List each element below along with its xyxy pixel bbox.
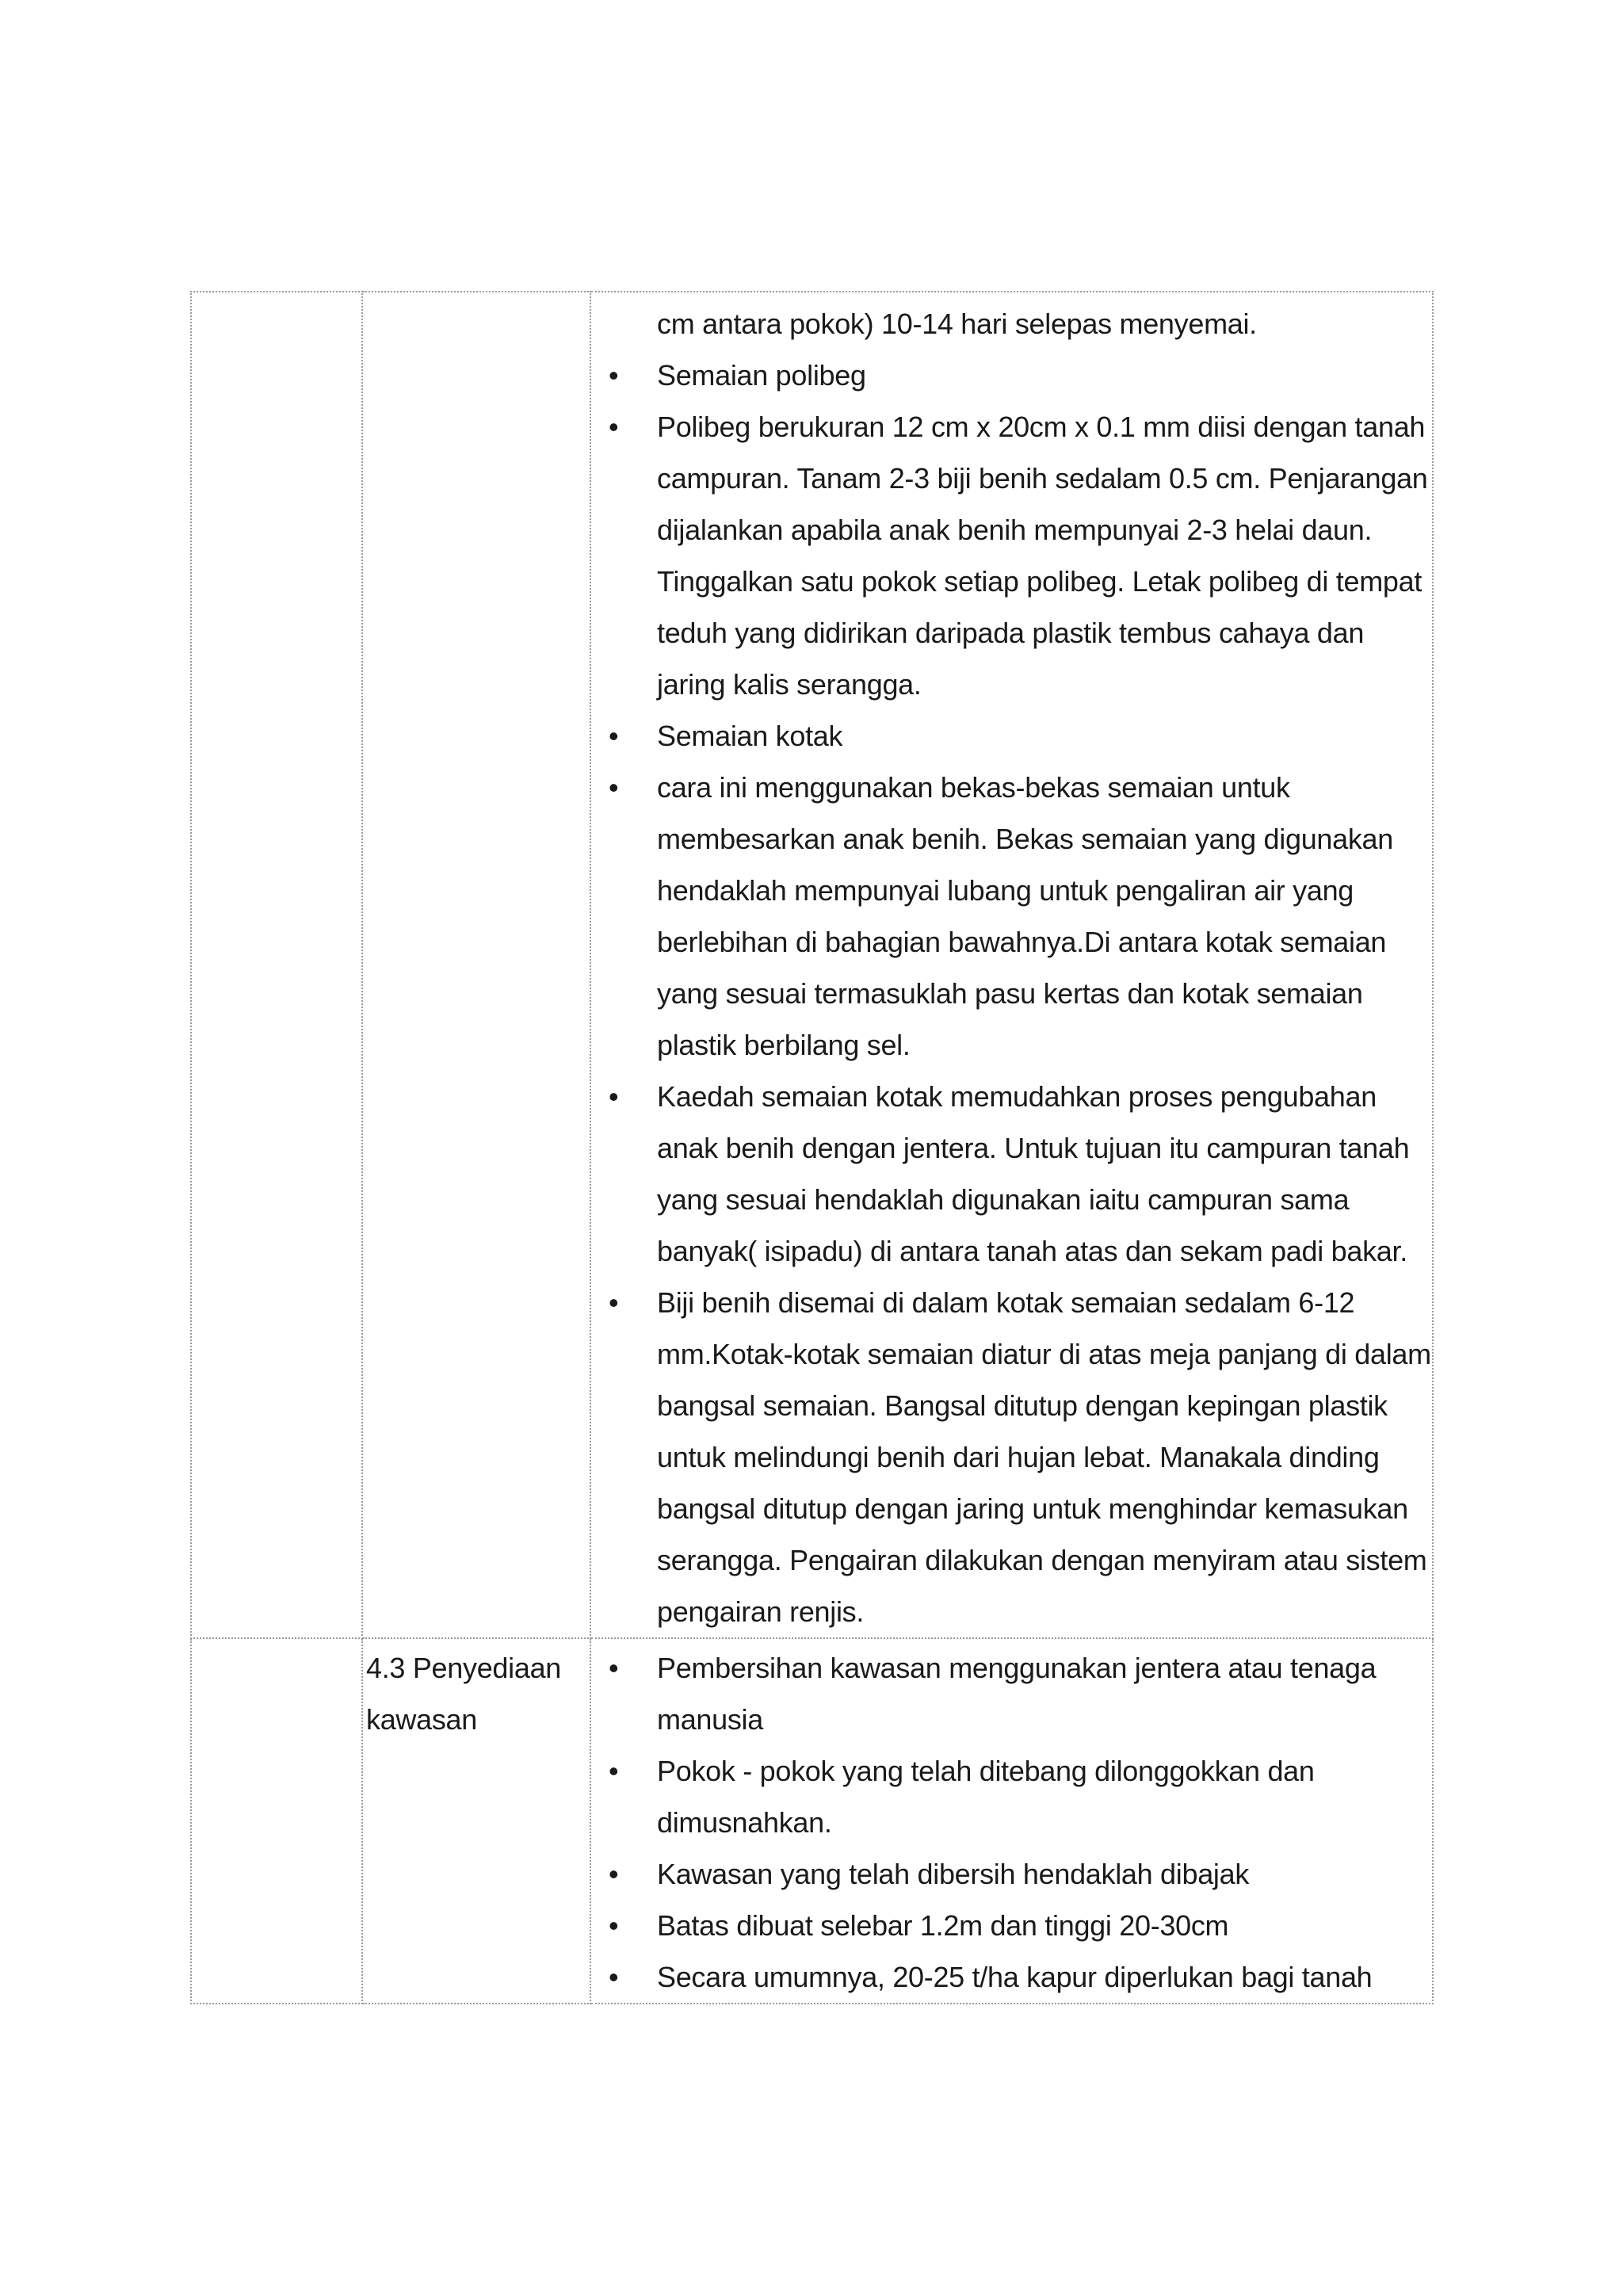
- list-item: • Kaedah semaian kotak memudahkan proses pengubahan anak benih dengan jentera. Untuk tujuan itu campuran tanah yang sesuai hendaklah digunakan iaitu campuran sama banyak( isipadu) di antara tanah atas dan sekam padi bakar.: [591, 1071, 1432, 1277]
- list-item: • cara ini menggunakan bekas-bekas semaian untuk membesarkan anak benih. Bekas semaian yang digunakan hendaklah mempunyai lubang untuk pengaliran air yang berlebihan di bahagian bawahnya.Di antara kotak semaian yang sesuai termasuklah pasu kertas dan kotak semaian plastik berbilang sel.: [591, 762, 1432, 1071]
- list-item: • Pokok - pokok yang telah ditebang dilonggokkan dan dimusnahkan.: [591, 1745, 1432, 1848]
- list-item: • Polibeg berukuran 12 cm x 20cm x 0.1 mm diisi dengan tanah campuran. Tanam 2-3 biji benih sedalam 0.5 cm. Penjarangan dijalankan apabila anak benih mempunyai 2-3 helai daun. Tinggalkan satu pokok setiap polibeg. Letak polibeg di tempat teduh yang didirikan daripada plastik tembus cahaya dan jaring kalis serangga.: [591, 401, 1432, 710]
- list-item: • Batas dibuat selebar 1.2m dan tinggi 20-30cm: [591, 1900, 1432, 1951]
- continuation-text: cm antara pokok) 10-14 hari selepas menyemai.: [657, 308, 1257, 340]
- list-item: • Biji benih disemai di dalam kotak semaian sedalam 6-12 mm.Kotak-kotak semaian diatur di atas meja panjang di dalam bangsal semaian. Bangsal ditutup dengan kepingan plastik untuk melindungi benih dari hujan lebat. Manakala dinding bangsal ditutup dengan jaring untuk menghindar kemasukan serangga. Pengairan dilakukan dengan menyiram atau sistem pengairan renjis.: [591, 1277, 1432, 1637]
- document-table: [190, 291, 1434, 2004]
- list-item: • Kawasan yang telah dibersih hendaklah dibajak: [591, 1848, 1432, 1900]
- content-cell: [590, 292, 1433, 1638]
- content-cell: [590, 1638, 1433, 2004]
- table-row: [191, 292, 1433, 1638]
- table-row: [191, 1638, 1433, 2004]
- topic-cell: [362, 292, 590, 1638]
- topic-label: [363, 292, 590, 296]
- topic-cell: [362, 1638, 590, 2004]
- empty-cell: [191, 1638, 362, 2004]
- bullet-list: [591, 1639, 1432, 2003]
- list-item: • Semaian kotak: [591, 710, 1432, 762]
- empty-cell: [191, 292, 362, 1638]
- topic-label: 4.3 Penyediaan kawasan: [366, 1652, 562, 1736]
- list-item: • Secara umumnya, 20-25 t/ha kapur diperlukan bagi tanah: [591, 1951, 1432, 2003]
- list-item: • Pembersihan kawasan menggunakan jentera atau tenaga manusia: [591, 1642, 1432, 1745]
- bullet-list: [591, 350, 1432, 1637]
- list-item: • Semaian polibeg: [591, 350, 1432, 401]
